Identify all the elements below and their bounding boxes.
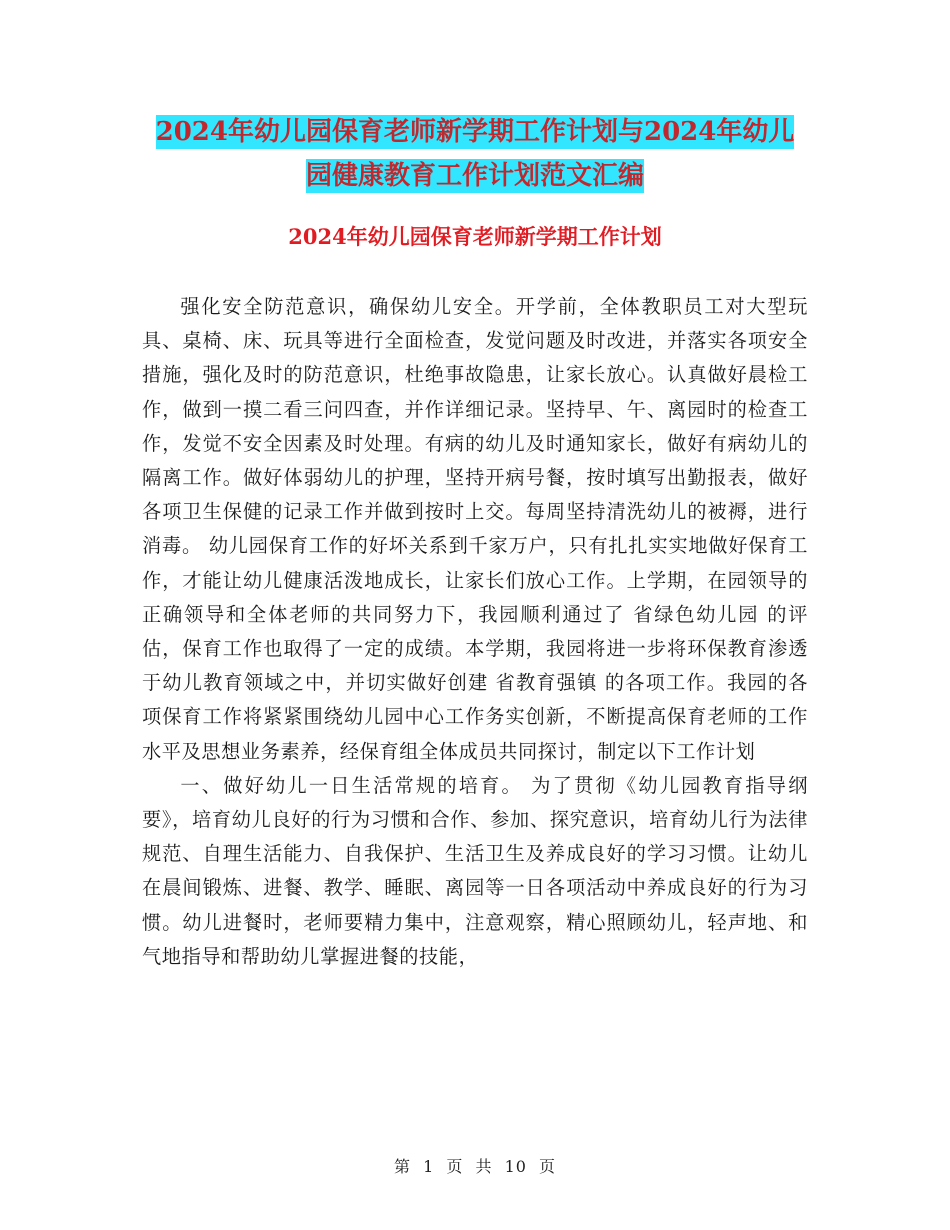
page-footer [0, 1154, 950, 1177]
paragraph: 强化安全防范意识，确保幼儿安全。开学前，全体教职员工对大型玩具、桌椅、床、玩具等进行全面检查，发觉问题及时改进，并落实各项安全措施，强化及时的防范意识，杜绝事故隐患，让家长放心。认真做好晨检工作，做到一摸二看三问四查，并作详细记录。坚持早、午、离园时的检查工作，发觉不安全因素及时处理。有病的幼儿及时通知家长，做好有病幼儿的隔离工作。做好体弱幼儿的护理，坚持开病号餐，按时填写出勤报表，做好各项卫生保健的记录工作并做到按时上交。每周坚持清洗幼儿的被褥，进行消毒。 幼儿园保育工作的好坏关系到千家万户，只有扎扎实实地做好保育工作，才能让幼儿健康活泼地成长，让家长们放心工作。上学期，在园领导的正确领导和全体老师的共同努力下，我园顺利通过了 省绿色幼儿园 的评估，保育工作也取得了一定的成绩。本学期，我园将进一步将环保教育渗透于幼儿教育领域之中，并切实做好创建 省教育强镇 的各项工作。我园的各项保育工作将紧紧围绕幼儿园中心工作务实创新，不断提高保育老师的工作水平及思想业务素养，经保育组全体成员共同探讨，制定以下工作计划 [142, 295, 808, 763]
paragraph: 一、做好幼儿一日生活常规的培育。 为了贯彻《幼儿园教育指导纲要》，培育幼儿良好的行为习惯和合作、参加、探究意识，培育幼儿行为法律规范、自理生活能力、自我保护、生活卫生及养成良好的学习习惯。让幼儿在晨间锻炼、进餐、教学、睡眠、离园等一日各项活动中养成良好的行为习惯。幼儿进餐时，老师要精力集中，注意观察，精心照顾幼儿，轻声地、和气地指导和帮助幼儿掌握进餐的技能， [142, 773, 808, 968]
document-title [140, 110, 810, 198]
footer-total-word: 共 [475, 1157, 493, 1176]
footer-current-page: 1 [423, 1157, 435, 1176]
footer-total-pages: 10 [504, 1157, 527, 1176]
document-body [142, 290, 808, 974]
footer-prefix: 第 [393, 1157, 411, 1176]
footer-page-word: 页 [446, 1157, 464, 1176]
footer-suffix: 页 [539, 1157, 557, 1176]
section-title: 2024年幼儿园保育老师新学期工作计划 [288, 224, 662, 249]
title-line-2: 园健康教育工作计划范文汇编 [305, 161, 644, 191]
title-line-1: 2024年幼儿园保育老师新学期工作计划与2024年幼儿 [155, 117, 795, 147]
